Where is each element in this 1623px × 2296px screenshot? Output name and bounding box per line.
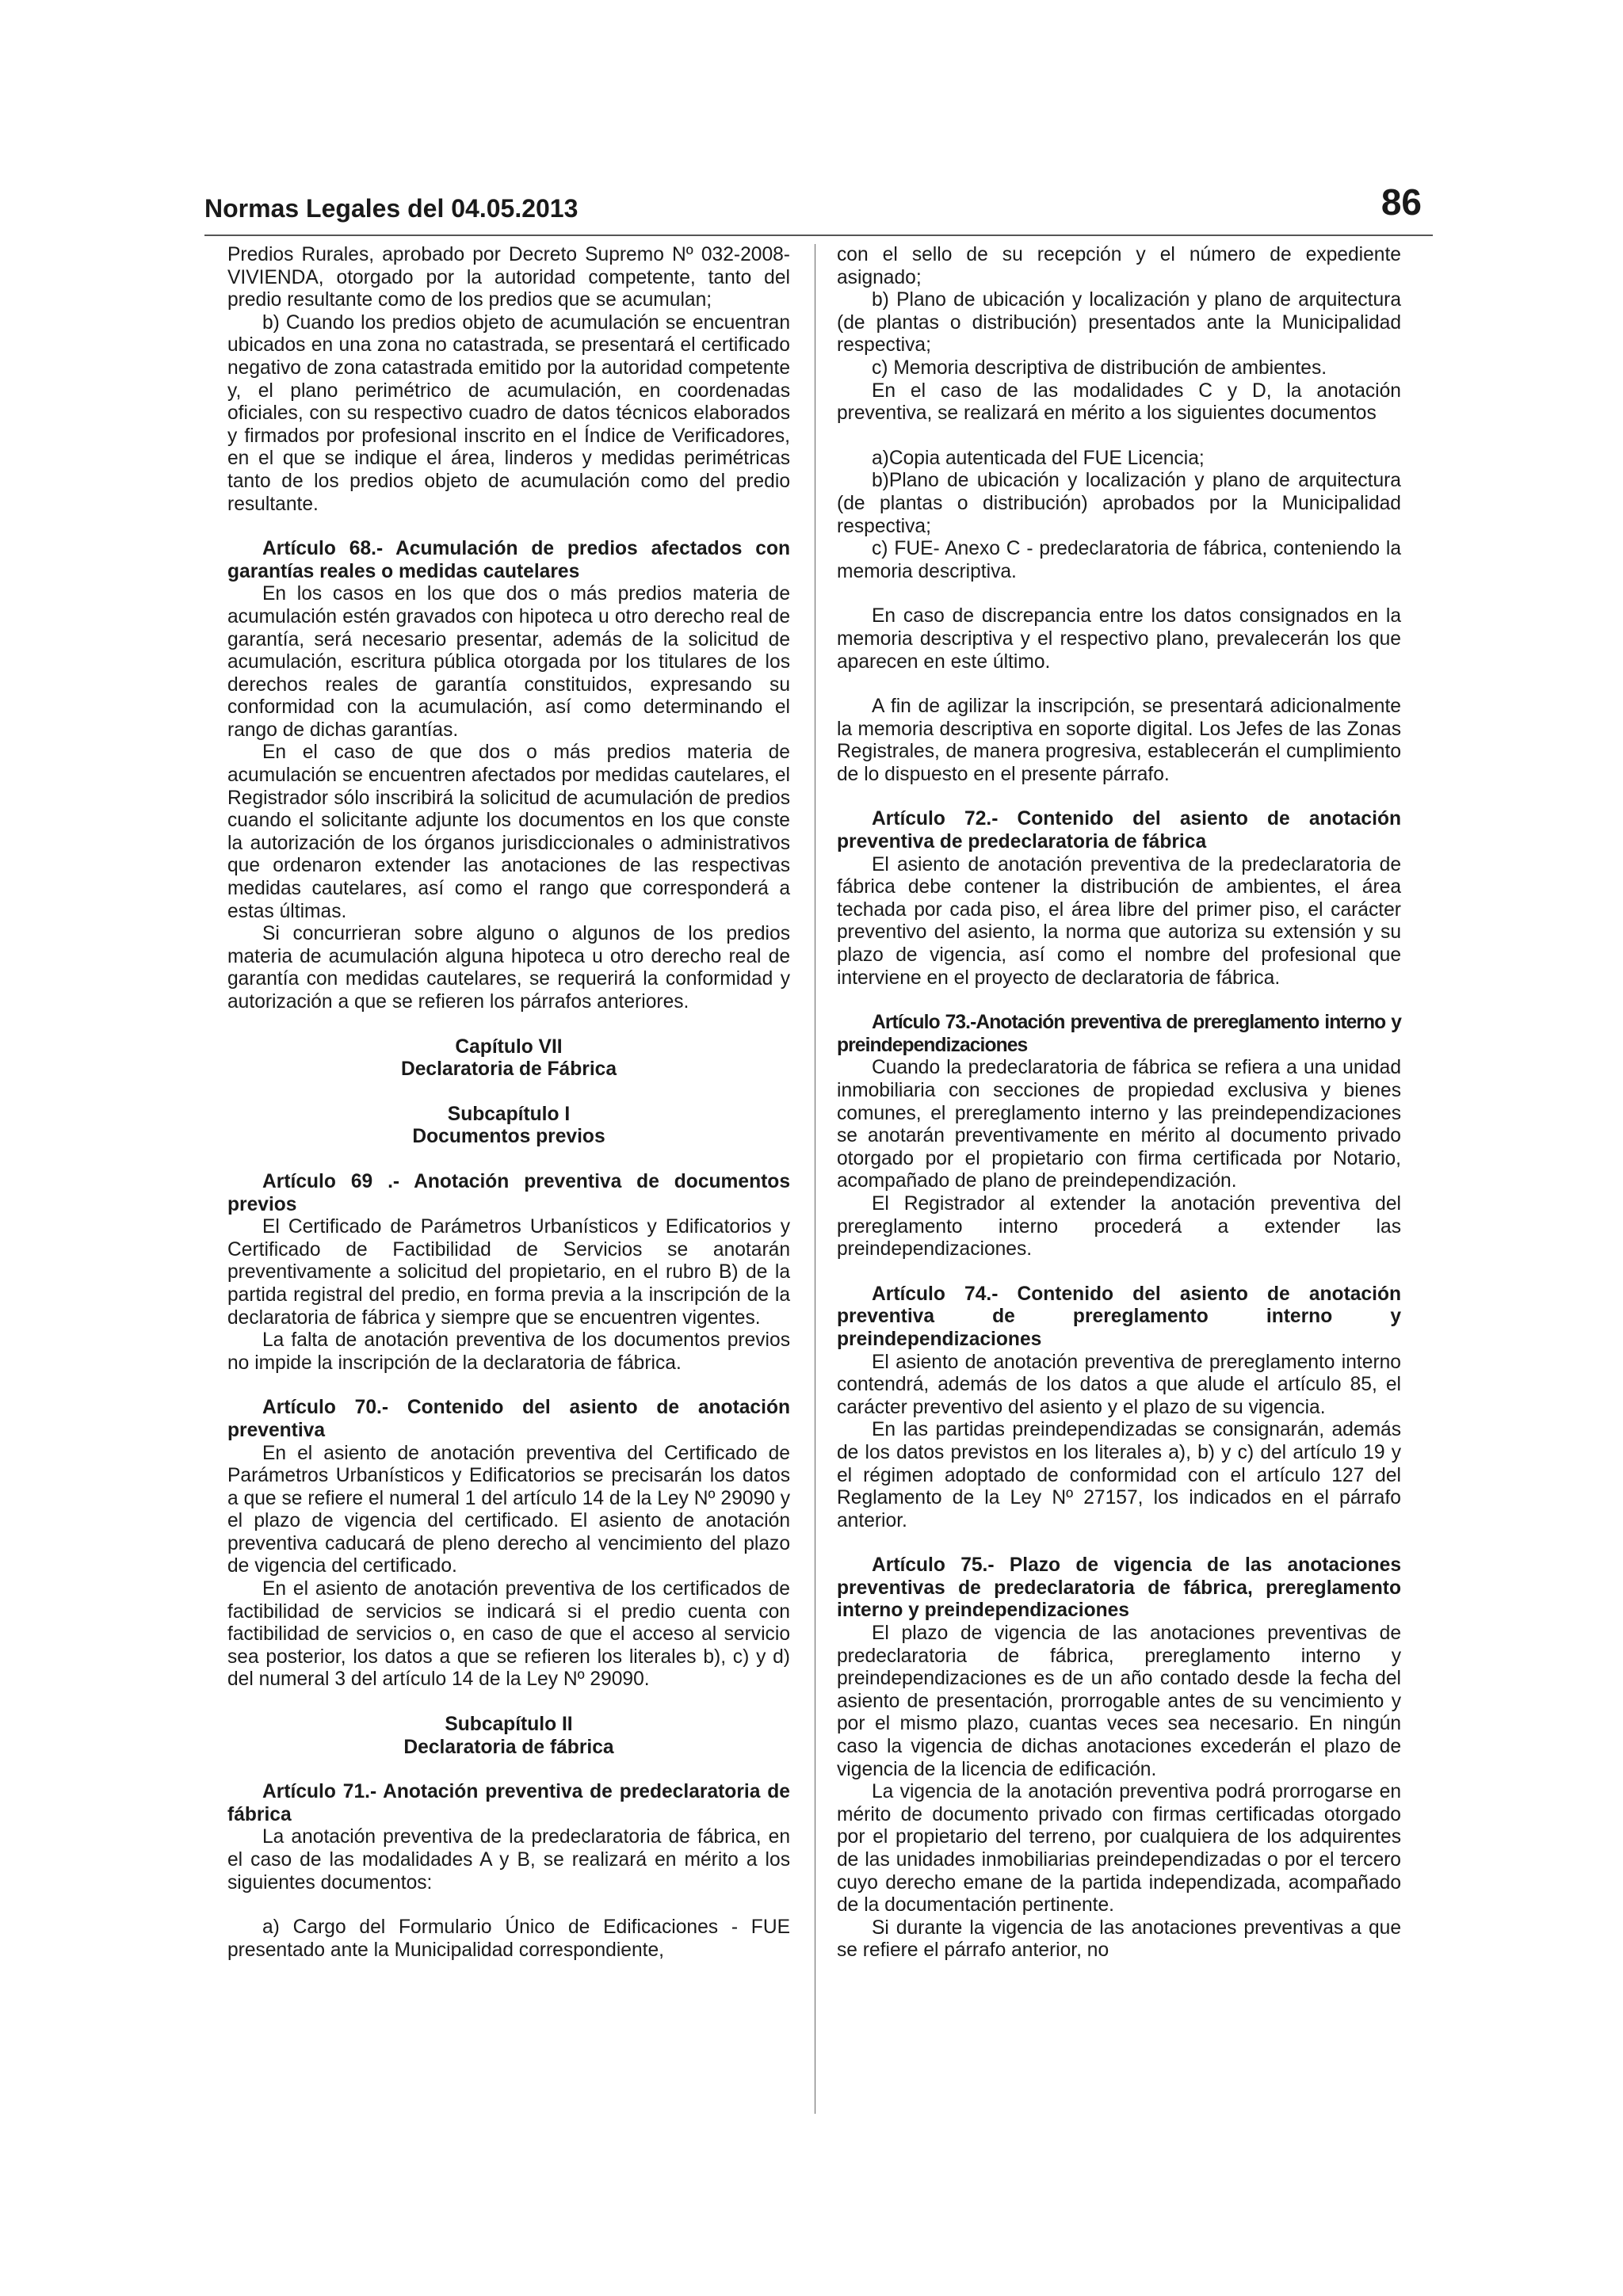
article-72-title: Artículo 72.- Contenido del asiento de anotación preventiva de predeclaratoria de fábrica — [837, 808, 1401, 853]
paragraph: En los casos en los que dos o más predios materia de acumulación estén gravados con hipoteca u otro derecho real de garantía, será necesario presentar, además de la solicitud de acumulación, escritura pública otorgada por los titulares de los derechos reales de garantía constituidos, expresando su conformidad con la acumulación, así como determinando el rango de dichas garantías. — [227, 583, 790, 741]
article-70-title: Artículo 70.- Contenido del asiento de anotación preventiva — [227, 1397, 790, 1441]
paragraph: En caso de discrepancia entre los datos consignados en la memoria descriptiva y el respectivo plano, prevalecerán los que aparecen en este último. — [837, 605, 1401, 673]
paragraph: La vigencia de la anotación preventiva podrá prorrogarse en mérito de documento privado con firmas certificadas otorgado por el propietario del terreno, por cualquiera de los adquirentes de las unidades inmobiliarias preindependizadas o por el tercero cuyo derecho emane de la partida independizada, acompañado de la documentación pertinente. — [837, 1781, 1401, 1917]
list-item: a) Cargo del Formulario Único de Edificaciones - FUE presentado ante la Municipalidad correspondiente, — [227, 1917, 790, 1961]
list-item: b)Plano de ubicación y localización y plano de arquitectura (de plantas o distribución) aprobados por la Municipalidad respectiva; — [837, 470, 1401, 537]
paragraph: Cuando la predeclaratoria de fábrica se refiera a una unidad inmobiliaria con secciones de propiedad exclusiva y bienes comunes, el prereglamento interno y las preindependizaciones se anotarán preventivamente en mérito al documento privado otorgado por el propietario con firma certificada por Notario, acompañado de plano de preindependización. — [837, 1057, 1401, 1192]
paragraph: Si concurrieran sobre alguno o algunos de los predios materia de acumulación alguna hipoteca u otro derecho real de garantía con medidas cautelares, se requerirá la conformidad y autorización a que se refieren los párrafos anteriores. — [227, 923, 790, 1013]
subchapter-number: Subcapítulo I — [447, 1103, 571, 1125]
article-71-title: Artículo 71.- Anotación preventiva de predeclaratoria de fábrica — [227, 1781, 790, 1825]
paragraph: A fin de agilizar la inscripción, se presentará adicionalmente la memoria descriptiva en soporte digital. Los Jefes de las Zonas Registrales, de manera progresiva, establecerán el cumplimiento de lo dispuesto en el presente párrafo. — [837, 696, 1401, 785]
paragraph: con el sello de su recepción y el número de expediente asignado; — [837, 244, 1401, 288]
paragraph: En el caso de las modalidades C y D, la anotación preventiva, se realizará en mérito a los siguientes documentos — [837, 379, 1401, 425]
right-column — [837, 244, 1401, 1962]
chapter-heading — [227, 1036, 790, 1081]
list-item: b) Plano de ubicación y localización y plano de arquitectura (de plantas o distribución) presentados ante la Municipalidad respectiva; — [837, 289, 1401, 357]
page-header — [204, 177, 1433, 236]
list-item: c) Memoria descriptiva de distribución de ambientes. — [872, 357, 1327, 379]
paragraph: La falta de anotación preventiva de los documentos previos no impide la inscripción de la declaratoria de fábrica. — [227, 1329, 790, 1374]
chapter-number: Capítulo VII — [455, 1035, 563, 1058]
article-74-title: Artículo 74.- Contenido del asiento de anotación preventiva de prereglamento interno y preindependizaciones — [837, 1283, 1401, 1350]
paragraph: El asiento de anotación preventiva de prereglamento interno contendrá, además de los datos a que alude el artículo 85, el carácter preventivo del asiento y el plazo de su vigencia. — [837, 1351, 1401, 1418]
list-item: a)Copia autenticada del FUE Licencia; — [872, 447, 1205, 469]
paragraph: b) Cuando los predios objeto de acumulación se encuentran ubicados en una zona no catastrada, se presentará el certificado negativo de zona catastrada emitido por la autoridad competente y, el plano perimétrico de acumulación, en coordenadas oficiales, con su respectivo cuadro de datos técnicos elaborados y firmados por profesional inscrito en el Índice de Verificadores, en el que se indique el área, linderos y medidas perimétricas tanto de los predios objeto de acumulación como del predio resultante. — [227, 311, 790, 515]
left-column — [227, 244, 790, 1962]
subchapter-title: Documentos previos — [412, 1126, 605, 1148]
paragraph: El Registrador al extender la anotación preventiva del prereglamento interno procederá a extender las preindependizaciones. — [837, 1192, 1401, 1261]
paragraph: Predios Rurales, aprobado por Decreto Supremo Nº 032-2008-VIVIENDA, otorgado por la autoridad competente, tanto del predio resultante como de los predios que se acumulan; — [227, 244, 790, 311]
subchapter-title: Declaratoria de fábrica — [403, 1736, 614, 1758]
article-69-title: Artículo 69 .- Anotación preventiva de documentos previos — [227, 1170, 790, 1215]
page-number: 86 — [1381, 181, 1422, 223]
list-item: c) FUE- Anexo C - predeclaratoria de fábrica, conteniendo la memoria descriptiva. — [837, 538, 1401, 582]
paragraph: El asiento de anotación preventiva de la predeclaratoria de fábrica debe contener la distribución de ambientes, el área techada por cada piso, el área libre del primer piso, el carácter preventivo del asiento, la norma que autoriza su extensión y su plazo de vigencia, así como el nombre del profesional que interviene en el proyecto de declaratoria de fábrica. — [837, 853, 1401, 989]
paragraph: En el asiento de anotación preventiva de los certificados de factibilidad de servicios se indicará si el predio cuenta con factibilidad de servicios o, en caso de que el acceso al servicio sea posterior, los datos a que se refieren los literales b), c) y d) del numeral 3 del artículo 14 de la Ley Nº 29090. — [227, 1578, 790, 1691]
paragraph: El plazo de vigencia de las anotaciones preventivas de predeclaratoria de fábrica, prereglamento interno y preindependizaciones es de un año contado desde la fecha del asiento de presentación, prorrogable antes de su vencimiento y por el mismo plazo, cuantas veces sea necesario. En ningún caso la vigencia de dichas anotaciones excederán el plazo de vigencia de la licencia de edificación. — [837, 1623, 1401, 1780]
subchapter-number: Subcapítulo II — [445, 1714, 573, 1736]
publication-title: Normas Legales del 04.05.2013 — [204, 194, 579, 223]
paragraph: Si durante la vigencia de las anotaciones preventivas a que se refiere el párrafo anterior, no — [837, 1917, 1401, 1962]
article-68-title: Artículo 68.- Acumulación de predios afectados con garantías reales o medidas cautelares — [227, 538, 790, 582]
subchapter-heading — [227, 1714, 790, 1759]
paragraph: La anotación preventiva de la predeclaratoria de fábrica, en el caso de las modalidades A y B, se realizará en mérito a los siguientes documentos: — [227, 1826, 790, 1894]
article-73-title: Artículo 73.-Anotación preventiva de prereglamento interno y preindependizaciones — [837, 1012, 1401, 1056]
paragraph: En el asiento de anotación preventiva del Certificado de Parámetros Urbanísticos y Edificatorios se precisarán los datos a que se refiere el numeral 1 del artículo 14 de la Ley Nº 29090 y el plazo de vigencia del certificado. El asiento de anotación preventiva caducará de pleno derecho al vencimiento del plazo de vigencia del certificado. — [227, 1442, 790, 1577]
paragraph: En las partidas preindependizadas se consignarán, además de los datos previstos en los literales a), b) y c) del artículo 19 y el régimen adoptado de conformidad con el artículo 127 del Reglamento de la Ley Nº 27157, los indicados en el párrafo anterior. — [837, 1419, 1401, 1531]
chapter-title: Declaratoria de Fábrica — [400, 1058, 617, 1081]
paragraph: El Certificado de Parámetros Urbanísticos y Edificatorios y Certificado de Factibilidad de Servicios se anotarán preventivamente a solicitud del propietario, en el rubro B) de la partida registral del predio, en forma previa a la inscripción de la declaratoria de fábrica y siempre que se encuentren vigentes. — [227, 1216, 790, 1329]
article-75-title: Artículo 75.- Plazo de vigencia de las anotaciones preventivas de predeclaratoria de fábrica, prereglamento interno y preindependizaciones — [837, 1554, 1401, 1622]
paragraph: En el caso de que dos o más predios materia de acumulación se encuentren afectados por medidas cautelares, el Registrador sólo inscribirá la solicitud de acumulación de predios cuando el solicitante adjunte los documentos en los que conste la autorización de los órganos jurisdiccionales o administrativos que ordenaron extender las anotaciones de las respectivas medidas cautelares, así como el rango que corresponderá a estas últimas. — [227, 742, 790, 922]
subchapter-heading — [227, 1104, 790, 1149]
